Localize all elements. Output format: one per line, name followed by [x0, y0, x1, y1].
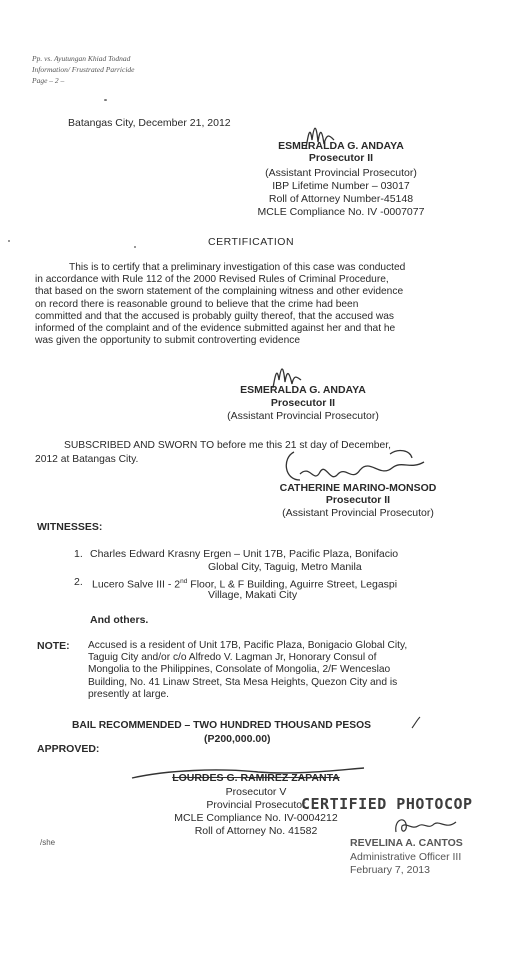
bail-amount: (P200,000.00) [204, 733, 271, 745]
handwritten-signature-cantos [390, 812, 462, 838]
certification-heading: CERTIFICATION [208, 236, 295, 248]
sworn-line-2: 2012 at Batangas City. [35, 454, 139, 465]
approved-label: APPROVED: [37, 743, 100, 755]
certification-paragraph [35, 262, 463, 347]
signatory-top-name: ESMERALDA G. ANDAYA [278, 140, 404, 152]
approver-mcle: MCLE Compliance No. IV-0004212 [174, 812, 338, 824]
witness-line: Global City, Taguig, Metro Manila [208, 561, 362, 573]
page-number: Page – 2 – [32, 76, 65, 85]
note-line: Taguig City and/or c/o Alfredo V. Lagman Jr, Honorary Consul of [88, 652, 377, 664]
signatory-top-subtitle: (Assistant Provincial Prosecutor) [265, 167, 417, 179]
certification-line: in accordance with Rule 112 of the 2000 Revised Rules of Criminal Procedure, [35, 274, 389, 286]
note-line: Building, No. 41 Linaw Street, Sta Mesa Heights, Quezon City and is [88, 676, 398, 688]
witnesses-label: WITNESSES: [37, 521, 103, 533]
certification-line: that based on the sworn statement of the complaining witness and other evidence [35, 286, 404, 298]
certification-line: informed of the complaint and of the evidence submitted against her and that he [35, 323, 396, 335]
approver-roll: Roll of Attorney No. 41582 [194, 825, 318, 837]
certification-line: on record there is reasonable ground to believe that the crime had been [35, 298, 359, 310]
note-line: Mongolia to the Philippines, Consolate of Mongolia, 2/F Wenceslao [88, 664, 391, 676]
certified-photocopy-stamp: CERTIFIED PHOTOCOP [301, 795, 473, 813]
date-line: Batangas City, December 21, 2012 [68, 117, 231, 129]
witness-number: 2. [74, 576, 83, 588]
signatory-sworn-name: CATHERINE MARINO-MONSOD [279, 482, 437, 494]
signatory-cert-subtitle: (Assistant Provincial Prosecutor) [227, 410, 379, 422]
signatory-sworn-subtitle: (Assistant Provincial Prosecutor) [282, 507, 434, 519]
sworn-line-1: SUBSCRIBED AND SWORN TO before me this 21 st day of December, [64, 440, 391, 451]
certifier-title: Administrative Officer III [350, 851, 462, 863]
witness-address: Floor, L & F Building, Aguirre Street, Legaspi [187, 578, 398, 591]
certifier-date: February 7, 2013 [350, 864, 430, 876]
approver-subtitle: Provincial Prosecutor [206, 799, 306, 811]
signatory-top-title: Prosecutor II [308, 152, 374, 164]
scan-speck [104, 99, 107, 101]
signatory-sworn-title: Prosecutor II [325, 494, 391, 506]
document-type: Information/ Frustrated Parricide [32, 65, 135, 74]
signatory-cert-name: ESMERALDA G. ANDAYA [240, 384, 366, 396]
witness-number: 1. [74, 548, 83, 560]
approver-name: LOURDES G. RAMIREZ ZAPANTA [172, 772, 340, 784]
ordinal-suffix: nd [180, 578, 188, 585]
witness-line: Village, Makati City [208, 589, 298, 601]
and-others: And others. [90, 614, 149, 626]
witness-line: Charles Edward Krasny Ergen – Unit 17B, Pacific Plaza, Bonifacio [90, 548, 399, 560]
note-label: NOTE: [37, 640, 70, 652]
ibp-number: IBP Lifetime Number – 03017 [272, 180, 410, 192]
certification-line: This is to certify that a preliminary investigation of this case was conducted [69, 262, 406, 273]
certification-line: was given the opportunity to submit controverting evidence [35, 335, 301, 347]
certifier-name: REVELINA A. CANTOS [350, 837, 463, 849]
mcle-compliance: MCLE Compliance No. IV -0007077 [257, 206, 425, 218]
typist-initials: /she [40, 838, 56, 847]
note-line: Accused is a resident of Unit 17B, Pacific Plaza, Bonigacio Global City, [88, 640, 408, 651]
scan-speck [134, 246, 136, 248]
scan-speck [8, 240, 10, 242]
signatory-cert-title: Prosecutor II [270, 397, 336, 409]
certification-line: committed and that the accused is probably guilty thereof, that the accused was [35, 310, 395, 322]
witness-name: Lucero Salve III - 2 [92, 578, 181, 591]
check-mark-icon [411, 716, 421, 730]
approver-title: Prosecutor V [225, 786, 287, 798]
note-line: presently at large. [88, 688, 169, 700]
bail-recommended: BAIL RECOMMENDED – TWO HUNDRED THOUSAND PESOS [72, 720, 372, 731]
case-caption: Pp. vs. Ayutungan Khiad Todnad [32, 54, 131, 63]
roll-of-attorney: Roll of Attorney Number-45148 [268, 193, 414, 205]
note-paragraph [88, 640, 464, 701]
